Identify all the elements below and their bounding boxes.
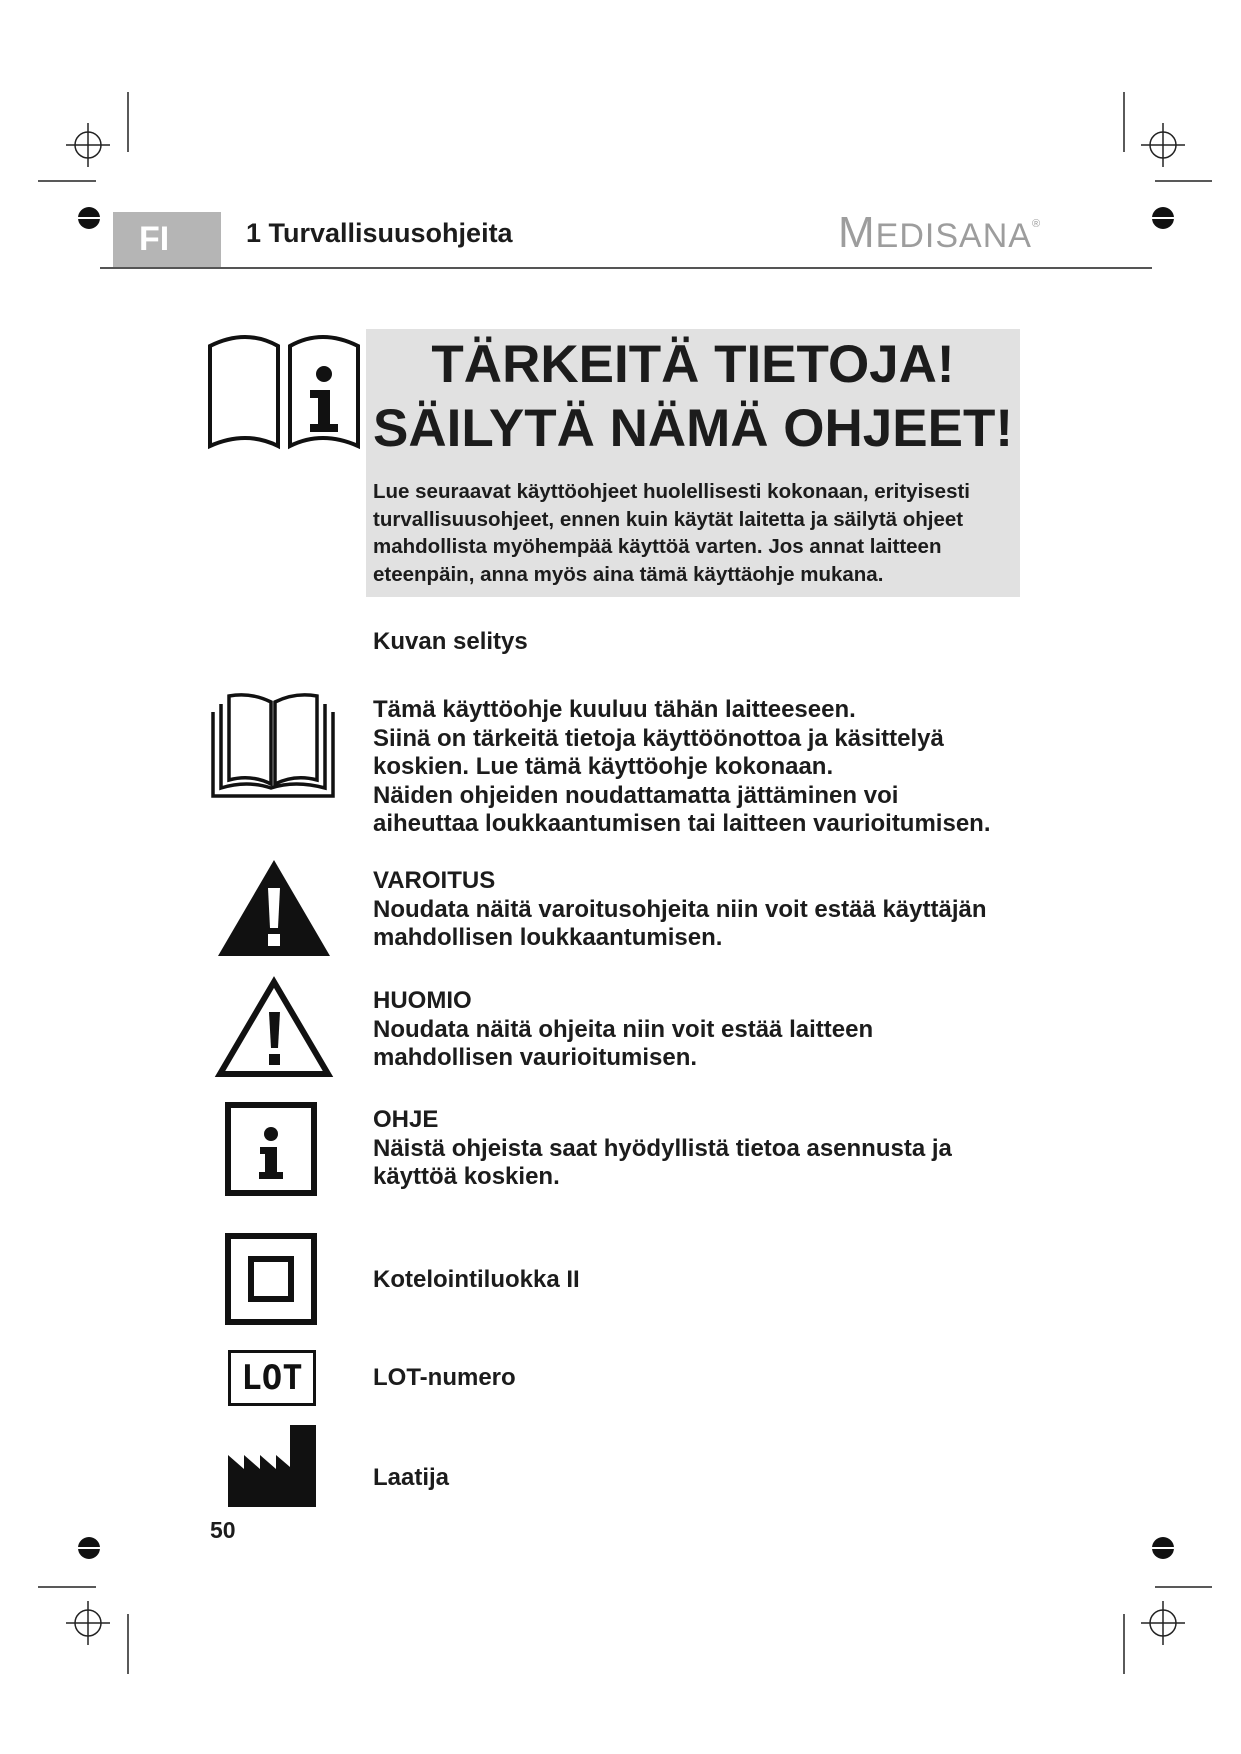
- important-body-line: turvallisuusohjeet, ennen kuin käytät laitetta ja säilytä ohjeet: [373, 507, 964, 531]
- important-body: [373, 478, 1013, 588]
- manual-book-icon: [207, 692, 339, 802]
- lot-number-label: LOT-numero: [373, 1364, 516, 1391]
- info-description: [373, 1106, 952, 1192]
- legend-line: Siinä on tärkeitä tietoja käyttöönottoa ja käsittelyä: [373, 724, 944, 752]
- manual-description: [373, 696, 991, 839]
- info-square-icon: [225, 1102, 317, 1196]
- lot-icon: LOT: [228, 1350, 316, 1406]
- warning-filled-triangle-icon: [216, 858, 332, 958]
- manufacturer-label: Laatija: [373, 1464, 450, 1491]
- brand-logo-reg: ®: [1031, 218, 1042, 230]
- brand-logo-initial: M: [838, 208, 876, 257]
- legend-line: käyttöä koskien.: [373, 1163, 560, 1190]
- legend-title: Kuvan selitys: [373, 628, 528, 655]
- legend-line: Noudata näitä ohjeita niin voit estää laitteen: [373, 1015, 874, 1043]
- manufacturer-factory-icon: [228, 1425, 318, 1507]
- important-body-line: mahdollista myöhempää käyttöä varten. Jos annat laitteen: [373, 535, 942, 558]
- header-divider: [100, 267, 1152, 269]
- protection-class-label: Kotelointiluokka II: [373, 1266, 580, 1293]
- section-title: 1 Turvallisuusohjeita: [246, 218, 513, 248]
- page-number: 50: [210, 1517, 236, 1543]
- brand-logo-part1: EDI: [875, 217, 936, 255]
- language-tab: FI: [113, 212, 221, 267]
- warning-heading: VAROITUS: [373, 867, 496, 894]
- info-heading: OHJE: [373, 1106, 439, 1133]
- legend-line: aiheuttaa loukkaantumisen tai laitteen vaurioitumisen.: [373, 810, 991, 837]
- brand-logo-part2: SANA: [935, 217, 1032, 255]
- legend-line: Noudata näitä varoitusohjeita niin voit estää käyttäjän: [373, 895, 987, 923]
- caution-outline-triangle-icon: [214, 976, 334, 1078]
- legend-line: Tämä käyttöohje kuuluu tähän laitteeseen.: [373, 696, 856, 723]
- open-book-info-icon: [206, 332, 362, 452]
- protection-class-ii-icon: [225, 1233, 317, 1325]
- important-subtitle: SÄILYTÄ NÄMÄ OHJEET!: [373, 399, 1013, 458]
- caution-heading: HUOMIO: [373, 987, 472, 1014]
- important-body-line: Lue seuraavat käyttöohjeet huolellisesti kokonaan, erityisesti: [373, 480, 970, 503]
- important-title: TÄRKEITÄ TIETOJA!: [431, 335, 955, 394]
- legend-line: koskien. Lue tämä käyttöohje kokonaan.: [373, 753, 834, 780]
- legend-line: mahdollisen vaurioitumisen.: [373, 1044, 698, 1071]
- warning-description: [373, 867, 987, 953]
- brand-logo: [838, 208, 1041, 258]
- legend-line: mahdollisen loukkaantumisen.: [373, 924, 723, 951]
- caution-description: [373, 987, 873, 1073]
- important-body-line: eteenpäin, anna myös aina tämä käyttäohje mukana.: [373, 562, 884, 586]
- legend-line: Näistä ohjeista saat hyödyllistä tietoa asennusta ja: [373, 1134, 952, 1162]
- legend-line: Näiden ohjeiden noudattamatta jättäminen voi: [373, 781, 899, 809]
